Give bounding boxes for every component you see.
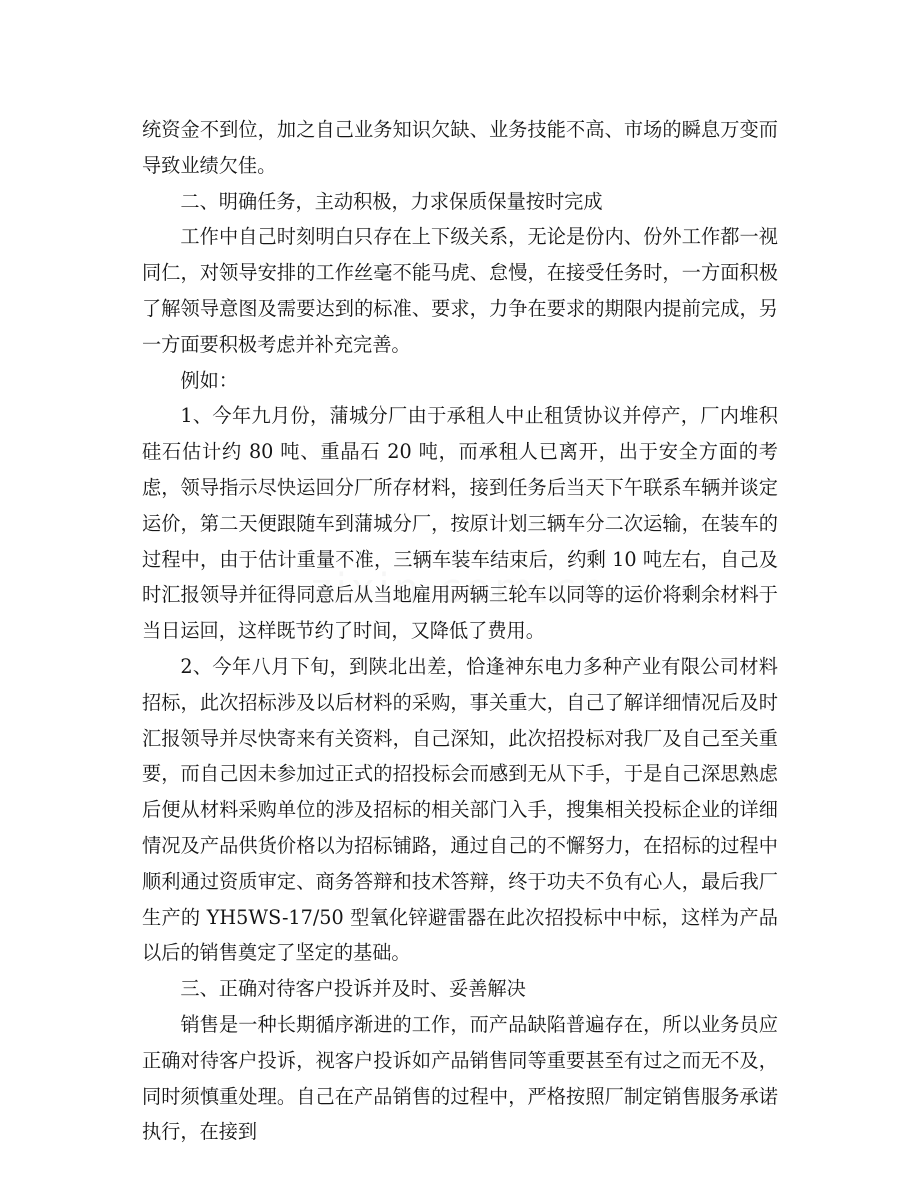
paragraph: 例如：: [180, 368, 238, 392]
document-body: [142, 112, 778, 1150]
paragraph: 统资金不到位，加之自己业务知识欠缺、业务技能不高、市场的瞬息万变而导致业绩欠佳。: [142, 118, 778, 177]
paragraph: 二、明确任务，主动积极，力求保质保量按时完成: [180, 189, 603, 213]
paragraph: 1、今年九月份，蒲城分厂由于承租人中止租赁协议并停产，厂内堆积硅石估计约 80 吨、重晶石 20 吨，而承租人已离开，出于安全方面的考虑，领导指示尽快运回分厂所存材料，接到任务后当天下午联系车辆并谈定运价，第二天便跟随车到蒲城分厂，按原计划三辆车分二次运输，在装车的过程中，由于估计重量不准，三辆车装车结束后，约剩 10 吨左右，自己及时汇报领导并征得同意后从当地雇用两辆三轮车以同等的运价将剩余材料于当日运回，这样既节约了时间，又降低了费用。: [142, 404, 778, 643]
paragraph: 工作中自己时刻明白只存在上下级关系，无论是份内、份外工作都一视同仁，对领导安排的工作丝毫不能马虎、怠慢，在接受任务时，一方面积极了解领导意图及需要达到的标准、要求，力争在要求的期限内提前完成，另一方面要积极考虑并补充完善。: [142, 225, 778, 356]
paragraph: 销售是一种长期循序渐进的工作，而产品缺陷普遍存在，所以业务员应正确对待客户投诉，视客户投诉如产品销售同等重要甚至有过之而无不及，同时须慎重处理。自己在产品销售的过程中，严格按照厂制定销售服务承诺执行，在接到: [142, 1012, 778, 1144]
paragraph: 三、正确对待客户投诉并及时、妥善解决: [180, 977, 526, 1001]
paragraph: 2、今年八月下旬，到陕北出差，恰逢神东电力多种产业有限公司材料招标，此次招标涉及以后材料的采购，事关重大，自己了解详细情况后及时汇报领导并尽快寄来有关资料，自己深知，此次招投标对我厂及自己至关重要，而自己因未参加过正式的招投标会而感到无从下手，于是自己深思熟虑后便从材料采购单位的涉及招标的相关部门入手，搜集相关投标企业的详细情况及产品供货价格以为招标铺路，通过自己的不懈努力，在招标的过程中顺利通过资质审定、商务答辩和技术答辩，终于功夫不负有心人，最后我厂生产的 YH5WS-17/50 型氧化锌避雷器在此次招投标中中标，这样为产品以后的销售奠定了坚定的基础。: [142, 654, 778, 965]
